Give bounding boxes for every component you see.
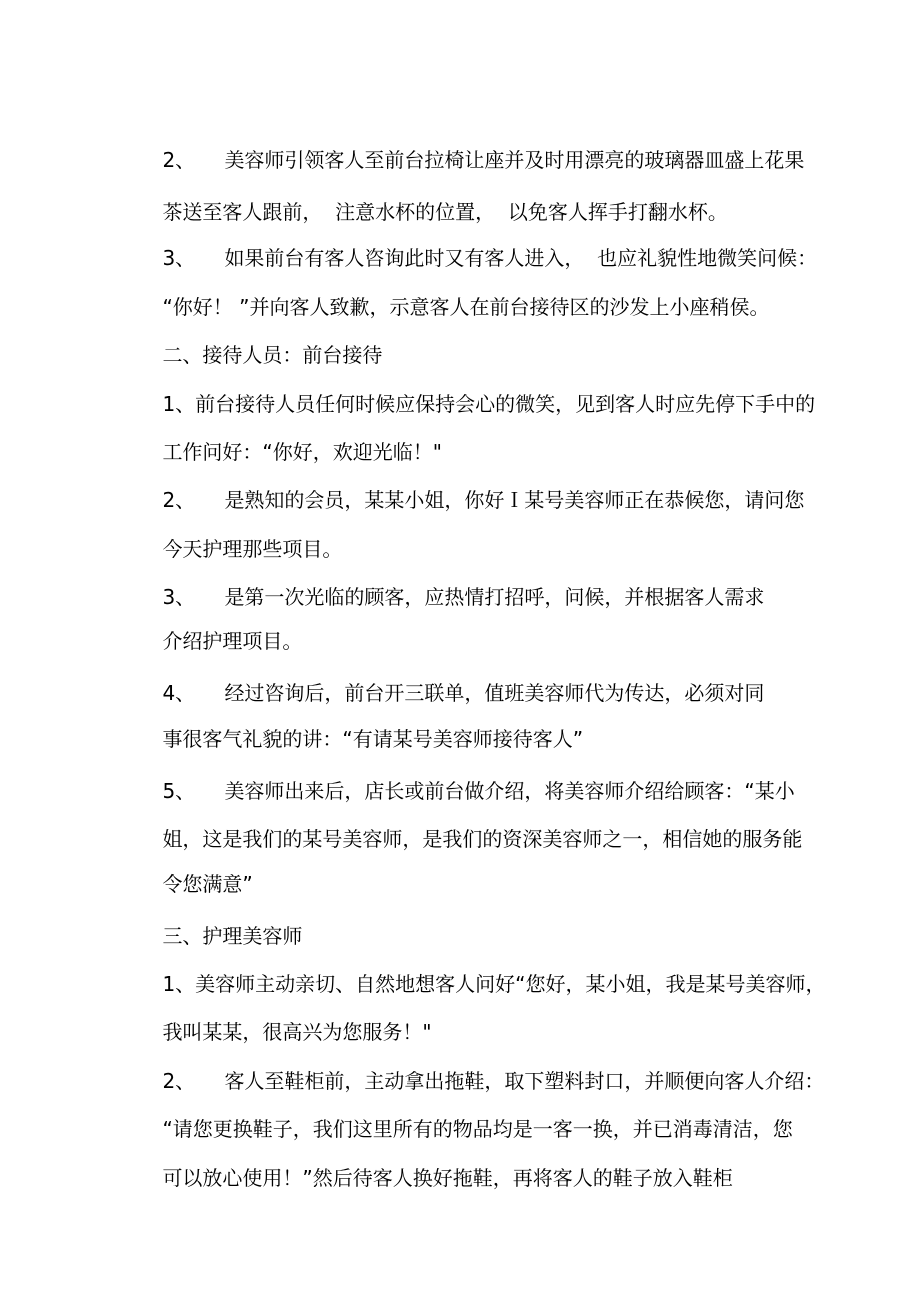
item-number: 3、 xyxy=(162,585,196,609)
line-text: 介绍护理项目。 xyxy=(162,629,303,653)
line-text: 事很客气礼貌的讲：“有请某号美容师接待客人” xyxy=(162,727,584,751)
line-text: 美容师引领客人至前台拉椅让座并及时用漂亮的玻璃器皿盛上花果 xyxy=(224,148,805,172)
item-number: 2、 xyxy=(162,1069,196,1093)
line-text: 如果前台有客人咨询此时又有客人进入， 也应礼貌性地微笑问候： xyxy=(224,246,818,270)
paragraph-line xyxy=(137,1136,733,1220)
item-number: 4、 xyxy=(162,681,196,705)
item-number: 3、 xyxy=(162,246,196,270)
line-text: 1、前台接待人员任何时候应保持会心的微笑，见到客人时应先停下手中的 xyxy=(162,392,816,416)
line-text: “你好！ ”并向客人致歉，示意客人在前台接待区的沙发上小座稍侯。 xyxy=(162,295,770,319)
line-text: 二、接待人员：前台接待 xyxy=(162,343,383,367)
line-text: 美容师出来后，店长或前台做介绍，将美容师介绍给顾客：“某小 xyxy=(224,779,795,803)
line-text: 1、美容师主动亲切、自然地想客人问好“您好，某小姐，我是某号美容师， xyxy=(162,972,826,996)
line-text: 令您满意” xyxy=(162,872,253,896)
line-text: 工作问好：“你好，欢迎光临！" xyxy=(162,440,442,464)
line-text: 客人至鞋柜前，主动拿出拖鞋，取下塑料封口，并顺便向客人介绍： xyxy=(224,1069,825,1093)
line-text: 茶送至客人跟前， 注意水杯的位置， 以免客人挥手打翻水杯。 xyxy=(162,200,728,224)
line-text: 可以放心使用！”然后待客人换好拖鞋，再将客人的鞋子放入鞋柜 xyxy=(162,1166,733,1190)
line-text: 是熟知的会员，某某小姐，你好Ｉ某号美容师正在恭候您，请问您 xyxy=(224,488,805,512)
line-text: 经过咨询后，前台开三联单，值班美容师代为传达，必须对同 xyxy=(224,681,765,705)
line-text: 姐，这是我们的某号美容师，是我们的资深美容师之一，相信她的服务能 xyxy=(162,827,803,851)
line-text: “请您更换鞋子，我们这里所有的物品均是一客一换，并已消毒清洁，您 xyxy=(162,1117,793,1141)
line-text: 是第一次光临的顾客，应热情打招呼，问候，并根据客人需求 xyxy=(224,585,765,609)
line-text: 三、护理美容师 xyxy=(162,924,303,948)
line-text: 今天护理那些项目。 xyxy=(162,537,343,561)
item-number: 5、 xyxy=(162,779,196,803)
item-number: 2、 xyxy=(162,488,196,512)
line-text: 我叫某某，很高兴为您服务！" xyxy=(162,1020,432,1044)
item-number: 2、 xyxy=(162,148,196,172)
